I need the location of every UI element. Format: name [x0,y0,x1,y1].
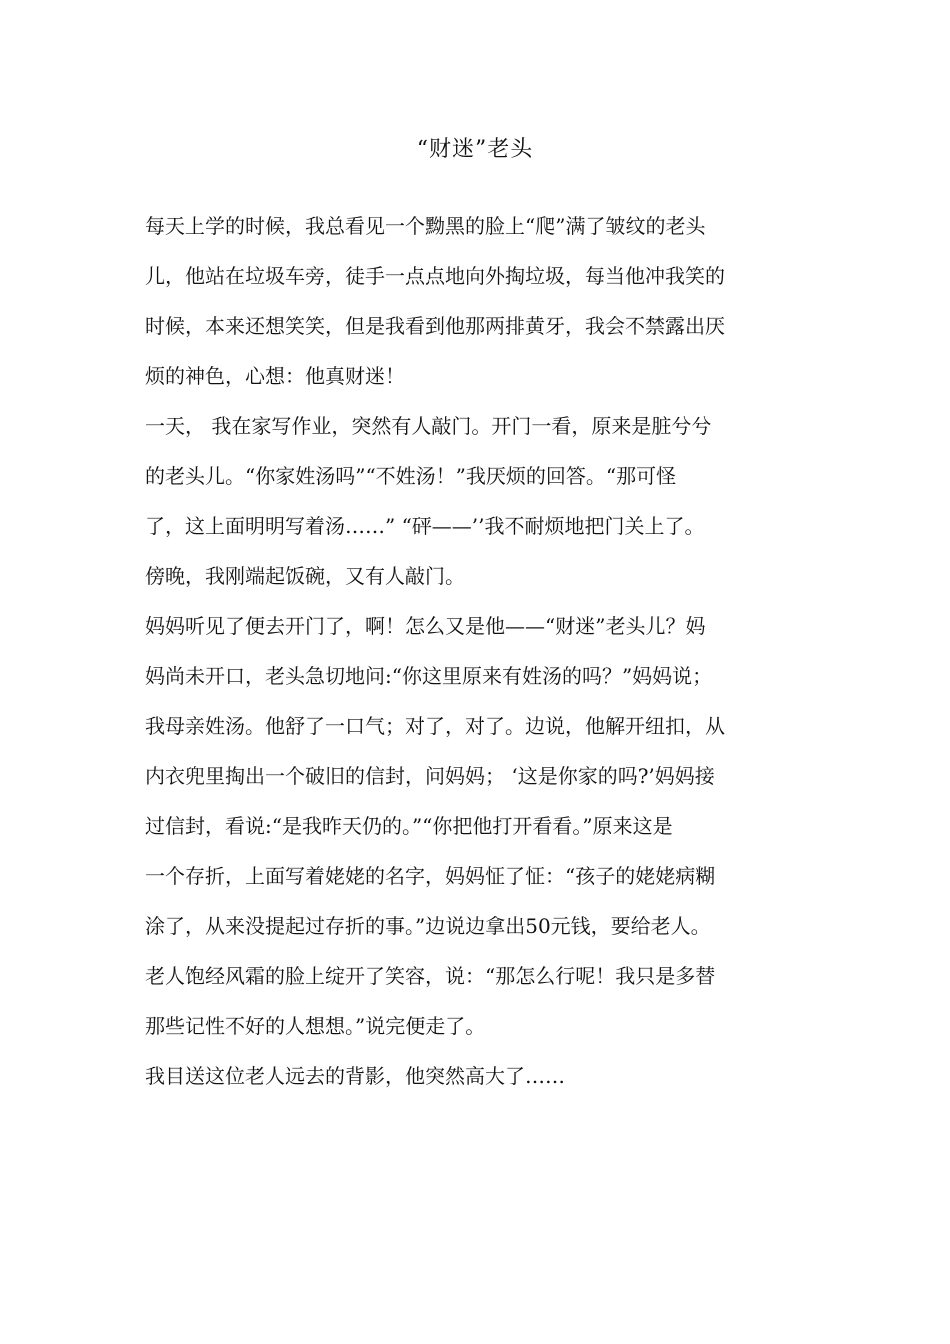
text-line: 涂了，从来没提起过存折的事。”边说边拿出50元钱，要给老人。 [145,914,711,938]
text-line: 一个存折，上面写着姥姥的名字，妈妈怔了怔：“孩子的姥姥病糊 [145,864,716,888]
text-line: 每天上学的时候，我总看见一个黝黑的脸上“爬”满了皱纹的老头 [145,214,706,238]
text-line: 一天， 我在家写作业，突然有人敲门。开门一看，原来是脏兮兮 [145,414,712,438]
text-line: 傍晚，我刚端起饭碗，又有人敲门。 [145,564,465,588]
text-line: 时候，本来还想笑笑，但是我看到他那两排黄牙，我会不禁露出厌 [145,314,725,338]
text-line: 儿，他站在垃圾车旁，徒手一点点地向外掏垃圾，每当他冲我笑的 [145,264,725,288]
text-line: 烦的神色，心想：他真财迷！ [145,364,405,388]
text-line: 妈尚未开口，老头急切地问:“你这里原来有姓汤的吗？”妈妈说； [145,664,713,688]
text-line: 我目送这位老人远去的背影，他突然高大了…… [145,1064,565,1088]
text-line: 那些记性不好的人想想。”说完便走了。 [145,1014,486,1038]
page-title: “财迷”老头 [416,137,534,162]
text-line: 过信封，看说:“是我昨天仍的。”“你把他打开看看。”原来这是 [145,814,673,838]
text-line: 老人饱经风霜的脸上绽开了笑容，说：“那怎么行呢！我只是多替 [145,964,716,988]
text-line: 的老头儿。“你家姓汤吗”“不姓汤！”我厌烦的回答。“那可怪 [145,464,677,488]
text-line: 了，这上面明明写着汤……” “砰——’’我不耐烦地把门关上了。 [145,514,705,538]
text-line: 我母亲姓汤。他舒了一口气；对了，对了。边说，他解开纽扣，从 [145,714,725,738]
text-line: 内衣兜里掏出一个破旧的信封，问妈妈； ‘这是你家的吗?’妈妈接 [145,764,715,788]
text-line: 妈妈听见了便去开门了，啊！怎么又是他——“财迷”老头儿？妈 [145,614,706,638]
